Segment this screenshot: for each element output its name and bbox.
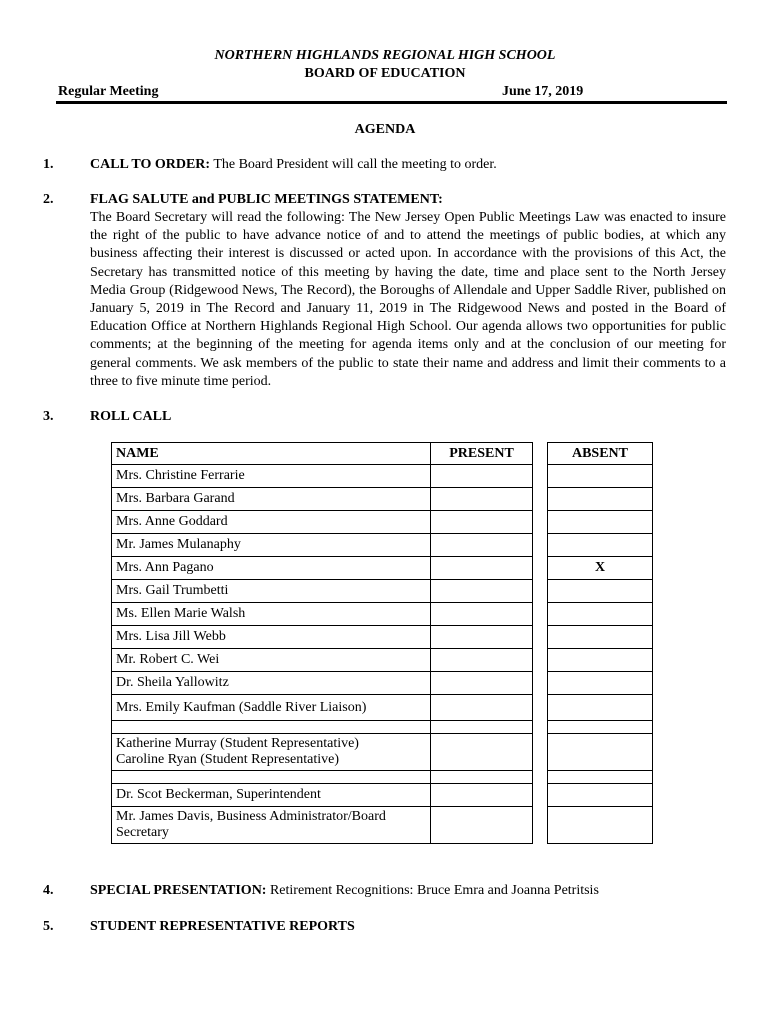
absent-cell bbox=[548, 465, 653, 488]
item-title: ROLL CALL bbox=[90, 409, 172, 424]
item-title: CALL TO ORDER: bbox=[90, 157, 211, 172]
present-cell bbox=[431, 695, 533, 721]
item-number: 3. bbox=[43, 409, 54, 424]
board-name: BOARD OF EDUCATION bbox=[304, 66, 466, 81]
member-name: Mrs. Emily Kaufman (Saddle River Liaison) bbox=[112, 695, 431, 721]
present-cell bbox=[431, 465, 533, 488]
present-cell bbox=[431, 534, 533, 557]
agenda-item-special-presentation bbox=[90, 883, 726, 899]
member-name: Mrs. Anne Goddard bbox=[112, 511, 431, 534]
school-name: NORTHERN HIGHLANDS REGIONAL HIGH SCHOOL bbox=[214, 48, 556, 63]
student-rep-name: Katherine Murray (Student Representative) bbox=[116, 736, 359, 751]
item-number: 5. bbox=[43, 919, 54, 934]
member-name bbox=[112, 734, 431, 771]
table-row bbox=[112, 557, 653, 580]
absent-cell bbox=[548, 807, 653, 844]
member-name: Mr. James Davis, Business Administrator/Board Secretary bbox=[112, 807, 431, 844]
absent-cell bbox=[548, 771, 653, 784]
member-name bbox=[112, 771, 431, 784]
present-cell bbox=[431, 488, 533, 511]
item-title: SPECIAL PRESENTATION: bbox=[90, 883, 267, 898]
absent-cell bbox=[548, 695, 653, 721]
item-number: 4. bbox=[43, 883, 54, 898]
member-name: Dr. Scot Beckerman, Superintendent bbox=[112, 784, 431, 807]
absent-cell bbox=[548, 626, 653, 649]
table-row bbox=[112, 488, 653, 511]
absent-header: ABSENT bbox=[548, 443, 653, 465]
present-cell bbox=[431, 649, 533, 672]
item-number: 2. bbox=[43, 192, 54, 207]
present-cell bbox=[431, 721, 533, 734]
table-row bbox=[112, 695, 653, 721]
present-cell bbox=[431, 771, 533, 784]
meeting-date: June 17, 2019 bbox=[502, 84, 584, 99]
member-name: Mr. Robert C. Wei bbox=[112, 649, 431, 672]
table-row bbox=[112, 580, 653, 603]
table-row bbox=[112, 465, 653, 488]
meeting-type: Regular Meeting bbox=[58, 84, 159, 99]
table-row bbox=[112, 672, 653, 695]
absent-cell bbox=[548, 672, 653, 695]
agenda-title: AGENDA bbox=[354, 122, 416, 137]
absent-cell bbox=[548, 511, 653, 534]
present-cell bbox=[431, 672, 533, 695]
table-row bbox=[112, 771, 653, 784]
absent-cell bbox=[548, 580, 653, 603]
absent-cell bbox=[548, 603, 653, 626]
member-name: Mrs. Ann Pagano bbox=[112, 557, 431, 580]
present-cell bbox=[431, 557, 533, 580]
item-title: FLAG SALUTE and PUBLIC MEETINGS STATEMENT: bbox=[90, 192, 443, 207]
absent-cell bbox=[548, 534, 653, 557]
member-name: Mr. James Mulanaphy bbox=[112, 534, 431, 557]
present-cell bbox=[431, 603, 533, 626]
table-row bbox=[112, 534, 653, 557]
item-number: 1. bbox=[43, 157, 54, 172]
present-cell bbox=[431, 784, 533, 807]
present-cell bbox=[431, 734, 533, 771]
agenda-item-call-to-order bbox=[90, 157, 726, 173]
name-header: NAME bbox=[112, 443, 431, 465]
present-cell bbox=[431, 626, 533, 649]
student-rep-name: Caroline Ryan (Student Representative) bbox=[116, 752, 339, 767]
table-row bbox=[112, 626, 653, 649]
item-title: STUDENT REPRESENTATIVE REPORTS bbox=[90, 919, 355, 934]
table-row bbox=[112, 721, 653, 734]
absent-cell: X bbox=[548, 557, 653, 580]
public-meetings-statement: The Board Secretary will read the following: The New Jersey Open Public Meetings Law was enacted to insure the right of the public to have advance notice of and to attend the meetings of public bodies, at which any business affecting their interest is discussed or acted upon. In accordance with the provisions of this Act, the Secretary has transmitted notice of this meeting by having the date, time and place sent to the North Jersey Media Group (Ridgewood News, The Record), the Boroughs of Allendale and Upper Saddle River, published on January 5, 2019 in The Record and January 11, 2019 in The Ridgewood News and posted in the Board of Education Office at Northern Highlands Regional High School. Our agenda allows two opportunities for public comments; at the beginning of the meeting for agenda items only and at the conclusion of our meeting for general comments. We ask members of the public to state their name and address and limit their comments to a three to five minute time period. bbox=[90, 210, 726, 389]
member-name bbox=[112, 721, 431, 734]
table-header-row bbox=[112, 443, 653, 465]
member-name: Dr. Sheila Yallowitz bbox=[112, 672, 431, 695]
header-rule bbox=[56, 101, 727, 104]
absent-cell bbox=[548, 649, 653, 672]
absent-cell bbox=[548, 721, 653, 734]
absent-cell bbox=[548, 734, 653, 771]
table-row bbox=[112, 807, 653, 844]
member-name: Mrs. Barbara Garand bbox=[112, 488, 431, 511]
absent-cell bbox=[548, 488, 653, 511]
table-row bbox=[112, 734, 653, 771]
item-text: Retirement Recognitions: Bruce Emra and Joanna Petritsis bbox=[266, 883, 599, 898]
member-name: Mrs. Gail Trumbetti bbox=[112, 580, 431, 603]
item-text: The Board President will call the meeting to order. bbox=[210, 157, 497, 172]
roll-call-table bbox=[111, 442, 653, 844]
member-name: Ms. Ellen Marie Walsh bbox=[112, 603, 431, 626]
member-name: Mrs. Christine Ferrarie bbox=[112, 465, 431, 488]
member-name: Mrs. Lisa Jill Webb bbox=[112, 626, 431, 649]
present-cell bbox=[431, 580, 533, 603]
table-row bbox=[112, 649, 653, 672]
table-row bbox=[112, 603, 653, 626]
present-header: PRESENT bbox=[431, 443, 533, 465]
present-cell bbox=[431, 807, 533, 844]
present-cell bbox=[431, 511, 533, 534]
table-row bbox=[112, 784, 653, 807]
table-row bbox=[112, 511, 653, 534]
absent-cell bbox=[548, 784, 653, 807]
